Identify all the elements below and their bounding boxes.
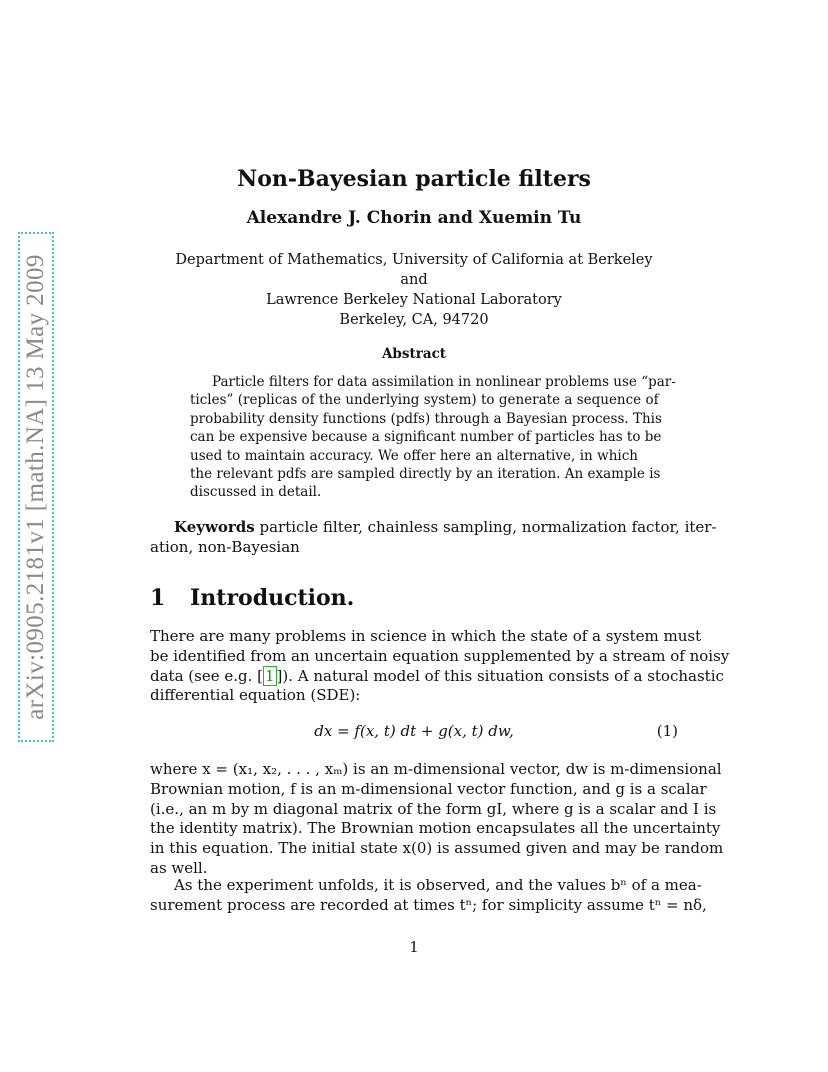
paragraph-line: in this equation. The initial state x(0) is assumed given and may be random [150, 839, 724, 858]
affiliation [0, 250, 828, 330]
section-number: 1 [150, 585, 166, 611]
keywords-line: ation, non-Bayesian [150, 538, 300, 556]
paragraph-line: Brownian motion, f is an m-dimensional vector function, and g is a scalar [150, 779, 707, 798]
paragraph [150, 876, 707, 916]
abstract-line: the relevant pdfs are sampled directly by an iteration. An example is [190, 466, 661, 483]
citation-link[interactable]: 1 [265, 666, 275, 685]
affiliation-line: Lawrence Berkeley National Laboratory [266, 292, 562, 308]
section-heading [150, 585, 354, 611]
affiliation-line: and [400, 272, 428, 288]
paragraph [150, 627, 730, 706]
keywords-text: particle filter, chainless sampling, normalization factor, iter- [254, 518, 717, 536]
abstract-line: Particle filters for data assimilation in nonlinear problems use “par- [212, 374, 676, 390]
abstract-line: can be expensive because a significant number of particles has to be [190, 429, 662, 446]
affiliation-line: Department of Mathematics, University of California at Berkeley [175, 252, 653, 268]
text-span: data (see e.g. [ [150, 666, 263, 685]
page-number: 1 [409, 938, 419, 956]
paragraph-line: surement process are recorded at times tⁿ; for simplicity assume tⁿ = nδ, [150, 895, 707, 914]
affiliation-line: Berkeley, CA, 94720 [339, 312, 489, 328]
paragraph-line: where x = (x₁, x₂, . . . , xₘ) is an m-dimensional vector, dw is m-dimensional [150, 760, 722, 778]
abstract-heading: Abstract [381, 346, 447, 362]
paragraph-line: as well. [150, 858, 208, 877]
paper-title: Non-Bayesian particle filters [237, 166, 591, 192]
keywords-line [150, 517, 717, 537]
abstract-line: discussed in detail. [190, 484, 322, 501]
paragraph-line: the identity matrix). The Brownian motion encapsulates all the uncertainty [150, 819, 721, 838]
paragraph-line [150, 666, 724, 687]
keywords-label: Keywords [174, 518, 255, 536]
equation-number: (1) [656, 722, 678, 740]
paragraph [150, 760, 724, 879]
abstract-body [190, 373, 676, 502]
paragraph-line: As the experiment unfolds, it is observed, and the values bⁿ of a mea- [174, 876, 702, 894]
paragraph-line: be identified from an uncertain equation supplemented by a stream of noisy [150, 646, 730, 665]
keywords [150, 517, 717, 557]
arxiv-stamp: arXiv:0905.2181v1 [math.NA] 13 May 2009 [22, 254, 49, 720]
abstract-line: used to maintain accuracy. We offer here an alternative, in which [190, 447, 638, 464]
section-title: Introduction. [190, 585, 355, 611]
text-span: ]). A natural model of this situation consists of a stochastic [276, 666, 724, 685]
equation-1 [150, 722, 678, 744]
paragraph-line: (i.e., an m by m diagonal matrix of the form gI, where g is a scalar and I is [150, 799, 717, 818]
abstract-line: probability density functions (pdfs) through a Bayesian process. This [190, 410, 662, 427]
abstract-line: ticles” (replicas of the underlying system) to generate a sequence of [190, 392, 659, 409]
authors: Alexandre J. Chorin and Xuemin Tu [246, 208, 582, 228]
equation-body: dx = f(x, t) dt + g(x, t) dw, [314, 722, 514, 740]
paragraph-line: There are many problems in science in which the state of a system must [150, 627, 702, 645]
paragraph-line: differential equation (SDE): [150, 686, 361, 705]
